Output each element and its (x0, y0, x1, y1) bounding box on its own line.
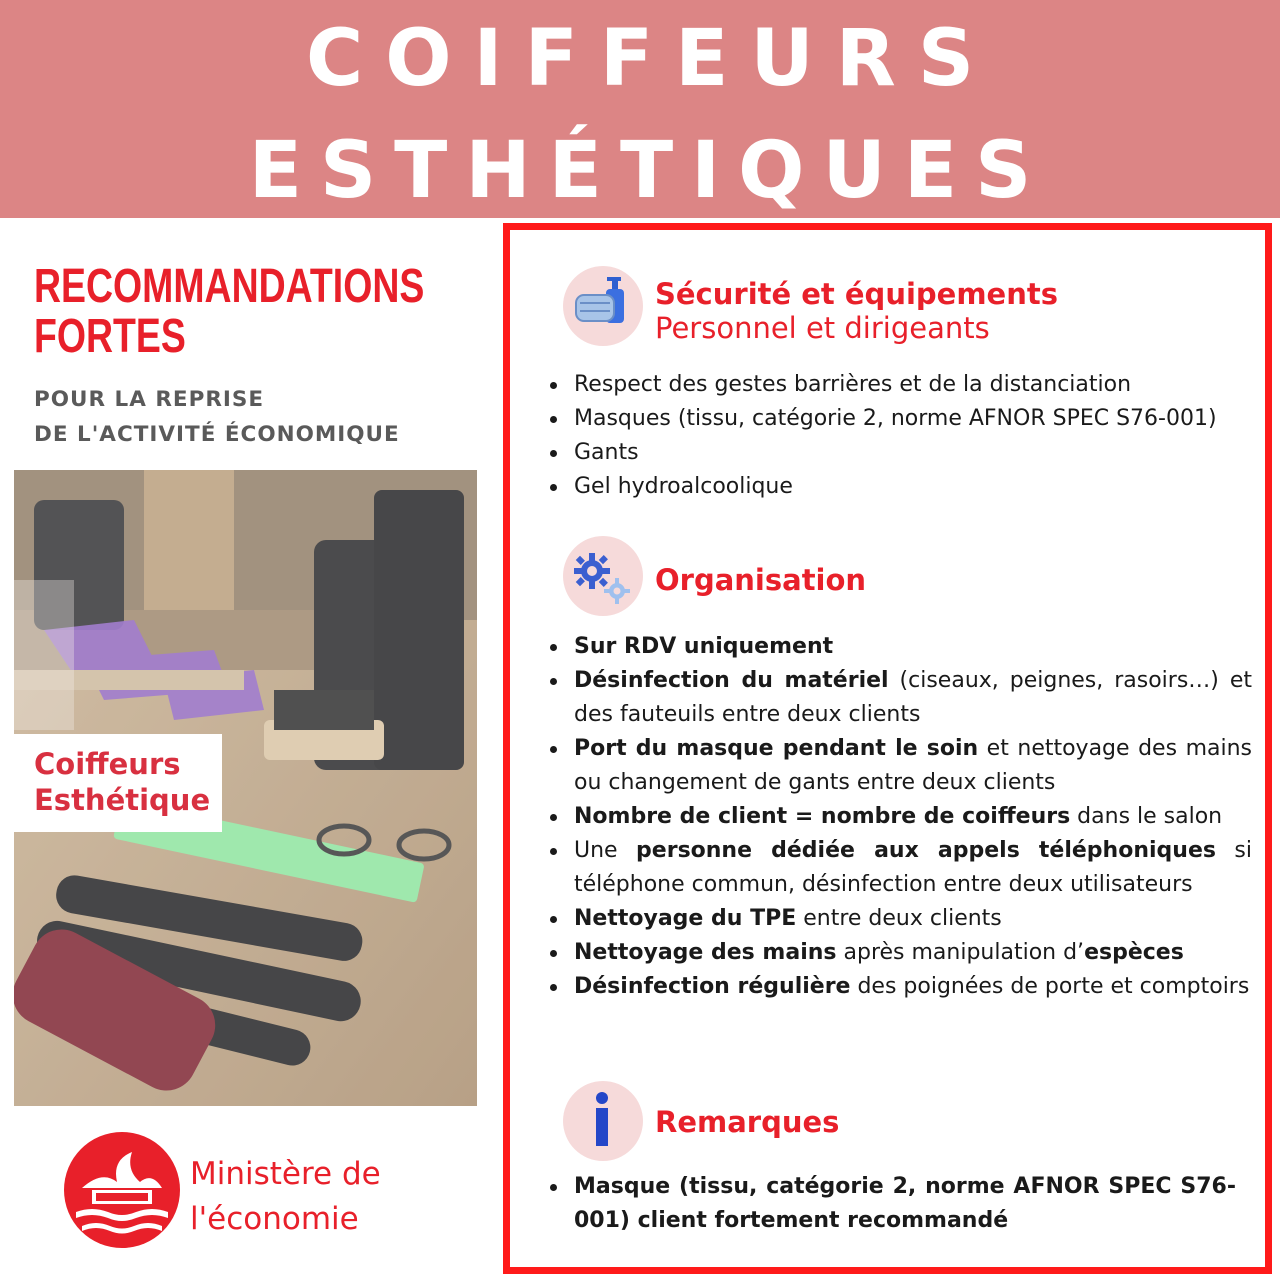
ministry-name-line2: l'économie (190, 1201, 359, 1237)
recommendations-panel (503, 223, 1272, 1274)
list-item: Port du masque pendant le soin et nettoyage des mains ou changement de gants entre deux clients (546, 732, 1252, 800)
recommendations-subtitle (34, 382, 484, 452)
ministry-name (190, 1152, 490, 1242)
recommendations-title-line2: FORTES (34, 310, 186, 363)
recommendations-subtitle-line1: POUR LA REPRISE (34, 387, 265, 412)
list-item: Désinfection régulière des poignées de porte et comptoirs (546, 970, 1252, 1004)
section-title-securite: Sécurité et équipements (655, 277, 1058, 311)
list-item: Gants (546, 436, 1256, 470)
organisation-list (546, 630, 1252, 1004)
recommendations-title (34, 260, 425, 363)
securite-list (546, 368, 1256, 504)
section-title-organisation: Organisation (655, 563, 867, 597)
recommendations-subtitle-line2: DE L'ACTIVITÉ ÉCONOMIQUE (34, 422, 400, 447)
list-item: Masques (tissu, catégorie 2, norme AFNOR SPEC S76-001) (546, 402, 1256, 436)
list-item: Nettoyage des mains après manipulation d’espèces (546, 936, 1252, 970)
list-item: Sur RDV uniquement (546, 630, 1252, 664)
section-title-remarques: Remarques (655, 1105, 840, 1139)
list-item: Désinfection du matériel (ciseaux, peignes, rasoirs…) et des fauteuils entre deux clients (546, 664, 1252, 732)
remarques-list (546, 1170, 1236, 1238)
photo-caption (14, 734, 222, 832)
banner-title-line2: ESTHÉTIQUES (248, 126, 1050, 216)
list-item: Gel hydroalcoolique (546, 470, 1256, 504)
ministry-name-line1: Ministère de (190, 1156, 381, 1192)
recommendations-title-line1: RECOMMANDATIONS (34, 260, 425, 313)
section-subtitle-securite: Personnel et dirigeants (655, 311, 990, 345)
government-seal-logo (62, 1130, 182, 1250)
list-item: Nettoyage du TPE entre deux clients (546, 902, 1252, 936)
list-item: Nombre de client = nombre de coiffeurs dans le salon (546, 800, 1252, 834)
banner-title-line1: COIFFEURS (306, 14, 996, 104)
mask-and-sanitizer-icon (562, 265, 644, 347)
title-banner (0, 0, 1280, 218)
photo-caption-line1: Coiffeurs (34, 747, 181, 781)
gears-icon (562, 535, 644, 617)
photo-caption-line2: Esthétique (34, 783, 211, 817)
list-item: Une personne dédiée aux appels téléphoniques si téléphone commun, désinfection entre deux utilisateurs (546, 834, 1252, 902)
list-item: Respect des gestes barrières et de la distanciation (546, 368, 1256, 402)
list-item: Masque (tissu, catégorie 2, norme AFNOR SPEC S76-001) client fortement recommandé (546, 1170, 1236, 1238)
info-icon (562, 1080, 644, 1162)
